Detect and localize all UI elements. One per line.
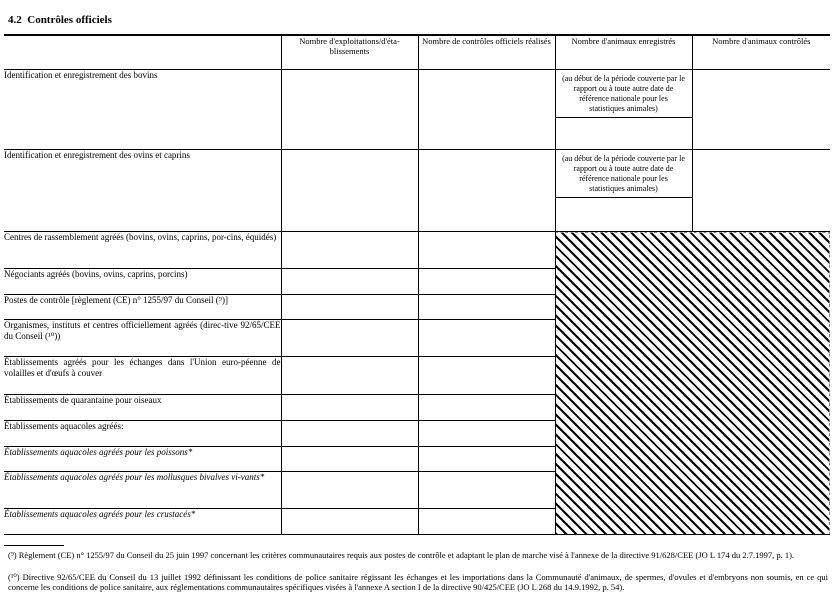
row-label: Établissements aquacoles agréés pour les mollusques bivalves vi-vants*	[4, 472, 281, 509]
row-label: Postes de contrôle [règlement (CE) n° 1255/97 du Conseil (⁹)]	[4, 295, 281, 320]
cell-establishments	[281, 320, 418, 357]
cell-animals-controlled	[692, 150, 830, 232]
cell-controls	[418, 357, 555, 395]
cell-controls	[418, 395, 555, 421]
cell-establishments	[281, 295, 418, 320]
cell-controls	[418, 472, 555, 509]
header-row	[4, 36, 830, 70]
header-animals-registered: Nombre d'animaux enregistrés	[555, 36, 692, 70]
table-row	[4, 70, 830, 150]
cell-controls	[418, 70, 555, 150]
cell-controls	[418, 320, 555, 357]
hatched-not-applicable-area	[555, 232, 830, 535]
row-label: Établissements aquacoles agréés pour les crustacés*	[4, 509, 281, 535]
cell-establishments	[281, 232, 418, 269]
section-title	[8, 14, 112, 26]
animals-reference-note: (au début de la période couverte par le rapport ou à toute autre date de référence nationale pour les statistiques animales)	[556, 150, 692, 198]
cell-controls	[418, 232, 555, 269]
header-controls: Nombre de contrôles officiels réalisés	[418, 36, 555, 70]
row-label: Établissements agréés pour les échanges dans l'Union euro-péenne de volailles et d'œufs à couver	[4, 357, 281, 395]
header-establishments: Nombre d'exploitations/d'éta-blissements	[281, 36, 418, 70]
row-label: Établissements de quarantaine pour oiseaux	[4, 395, 281, 421]
cell-controls	[418, 509, 555, 535]
cell-establishments	[281, 269, 418, 295]
cell-establishments	[281, 357, 418, 395]
header-label-cell	[4, 36, 281, 70]
row-label: Établissements aquacoles agréés pour les poissons*	[4, 447, 281, 472]
row-label: Identification et enregistrement des bovins	[4, 70, 281, 150]
footnote-mark: (⁹)	[8, 550, 17, 560]
cell-controls	[418, 150, 555, 232]
row-label: Établissements aquacoles agréés:	[4, 421, 281, 447]
cell-controls	[418, 447, 555, 472]
row-label: Organismes, instituts et centres officiellement agréés (direc-tive 92/65/CEE du Conseil (¹⁰))	[4, 320, 281, 357]
row-label: Négociants agréés (bovins, ovins, caprins, porcins)	[4, 269, 281, 295]
cell-controls	[418, 421, 555, 447]
header-animals-controlled: Nombre d'animaux contrôlés	[692, 36, 830, 70]
footnote-10	[8, 572, 828, 592]
cell-controls	[418, 269, 555, 295]
cell-animals-controlled	[692, 70, 830, 150]
footnote-rule	[4, 545, 64, 546]
table-row	[4, 150, 830, 232]
table-row	[4, 232, 830, 269]
section-heading: Contrôles officiels	[27, 14, 112, 26]
footnote-text: Règlement (CE) n° 1255/97 du Conseil du 25 juin 1997 concernant les critères communautaires requis aux postes de contrôle et adaptant le plan de marche visé à l'annexe de la directive 91/628/CEE (JO L 174 du 2.7.1997, p. 1).	[18, 550, 795, 560]
footnote-9	[8, 550, 828, 560]
footnote-mark: (¹⁰)	[8, 572, 20, 582]
cell-establishments	[281, 509, 418, 535]
cell-establishments	[281, 70, 418, 150]
footnote-text: Directive 92/65/CEE du Conseil du 13 juillet 1992 définissant les conditions de police sanitaire régissant les échanges et les importations dans la Communauté d'animaux, de spermes, d'ovules et d'embryons non soumis, en ce qui concerne les conditions de police sanitaire, aux réglementations communautaires spécifiques visées à l'annexe A section I de la directive 90/425/CEE (JO L 268 du 14.9.1992, p. 54).	[8, 572, 828, 592]
cell-animals-registered	[555, 150, 692, 232]
row-label: Identification et enregistrement des ovins et caprins	[4, 150, 281, 232]
row-label: Centres de rassemblement agréés (bovins, ovins, caprins, por-cins, équidés)	[4, 232, 281, 269]
cell-establishments	[281, 395, 418, 421]
cell-animals-registered	[555, 70, 692, 150]
cell-establishments	[281, 150, 418, 232]
section-number: 4.2	[8, 14, 22, 26]
cell-establishments	[281, 447, 418, 472]
cell-establishments	[281, 472, 418, 509]
animals-reference-note: (au début de la période couverte par le rapport ou à toute autre date de référence nationale pour les statistiques animales)	[556, 70, 692, 118]
cell-establishments	[281, 421, 418, 447]
controls-table	[4, 35, 830, 535]
cell-controls	[418, 295, 555, 320]
